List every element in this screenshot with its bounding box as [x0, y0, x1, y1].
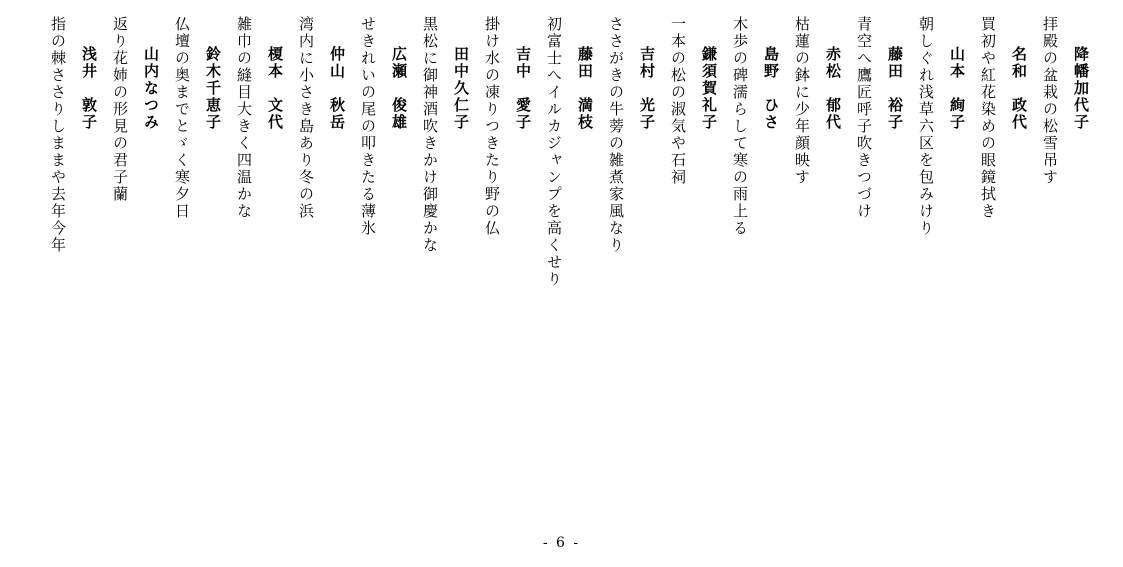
haiku-entry — [251, 10, 313, 220]
haiku-verse: 雑巾の縫目大きく四温かな — [235, 16, 253, 220]
haiku-author: 田中久仁子 — [452, 46, 470, 131]
haiku-verse: ささがきの牛蒡の雑煮家風なり — [607, 16, 625, 254]
haiku-entry — [623, 10, 685, 186]
haiku-entry — [437, 10, 499, 237]
haiku-verse: 掛け水の凍りつきたり野の仏 — [483, 16, 501, 237]
haiku-entry — [747, 10, 809, 186]
haiku-author: 広瀬 俊雄 — [390, 46, 408, 131]
haiku-verse: 朝しぐれ浅草六区を包みけり — [917, 16, 935, 237]
haiku-verse: 黒松に御神酒吹きかけ御慶かな — [421, 16, 439, 254]
page-number: - 6 - — [542, 535, 581, 551]
haiku-author: 山本 絢子 — [948, 46, 966, 131]
haiku-author: 鎌須賀礼子 — [700, 46, 718, 131]
haiku-author: 吉村 光子 — [638, 46, 656, 131]
haiku-author: 赤松 郁代 — [824, 46, 842, 131]
haiku-entry — [685, 10, 747, 237]
haiku-verse: 仏壇の奥までとゞく寒夕日 — [173, 16, 191, 220]
haiku-entry — [189, 10, 251, 220]
haiku-author: 山内なつみ — [142, 46, 160, 131]
haiku-entry — [313, 10, 375, 237]
haiku-author: 浅井 敦子 — [80, 46, 98, 131]
haiku-verse: 一本の松の淑気や石祠 — [669, 16, 687, 186]
haiku-author: 藤田 裕子 — [886, 46, 904, 131]
haiku-verse: 買初や紅花染めの眼鏡拭き — [979, 16, 997, 220]
haiku-author: 降幡加代子 — [1072, 46, 1090, 131]
haiku-column-block — [34, 10, 1088, 310]
haiku-author: 鈴木千恵子 — [204, 46, 222, 131]
haiku-author: 名和 政代 — [1010, 46, 1028, 131]
haiku-entry — [127, 10, 189, 220]
haiku-author: 仲山 秋岳 — [328, 46, 346, 131]
haiku-entry — [499, 10, 561, 288]
haiku-verse: 返り花姉の形見の君子蘭 — [111, 16, 129, 203]
haiku-author: 吉中 愛子 — [514, 46, 532, 131]
haiku-entry — [995, 10, 1057, 186]
haiku-entry — [809, 10, 871, 220]
haiku-author: 藤田 満枝 — [576, 46, 594, 131]
haiku-verse: 初富士へイルカジャンプを高くせり — [545, 16, 563, 288]
haiku-verse: 青空へ鷹匠呼子吹きつづけ — [855, 16, 873, 220]
haiku-entry — [375, 10, 437, 254]
haiku-entry — [933, 10, 995, 220]
haiku-entry — [1057, 10, 1088, 131]
haiku-author: 島野 ひさ — [762, 46, 780, 131]
haiku-verse: 湾内に小さき島あり冬の浜 — [297, 16, 315, 220]
haiku-verse: せきれいの尾の叩きたる薄氷 — [359, 16, 377, 237]
haiku-entry — [34, 10, 65, 254]
haiku-entry — [65, 10, 127, 203]
haiku-entry — [561, 10, 623, 254]
haiku-verse: 枯蓮の鉢に少年顔映す — [793, 16, 811, 186]
haiku-verse: 指の棘ささりしままや去年今年 — [49, 16, 67, 254]
haiku-entry — [871, 10, 933, 237]
haiku-verse: 拝殿の盆栽の松雪吊す — [1041, 16, 1059, 186]
haiku-verse: 木歩の碑濡らして寒の雨上る — [731, 16, 749, 237]
haiku-author: 榎本 文代 — [266, 46, 284, 131]
